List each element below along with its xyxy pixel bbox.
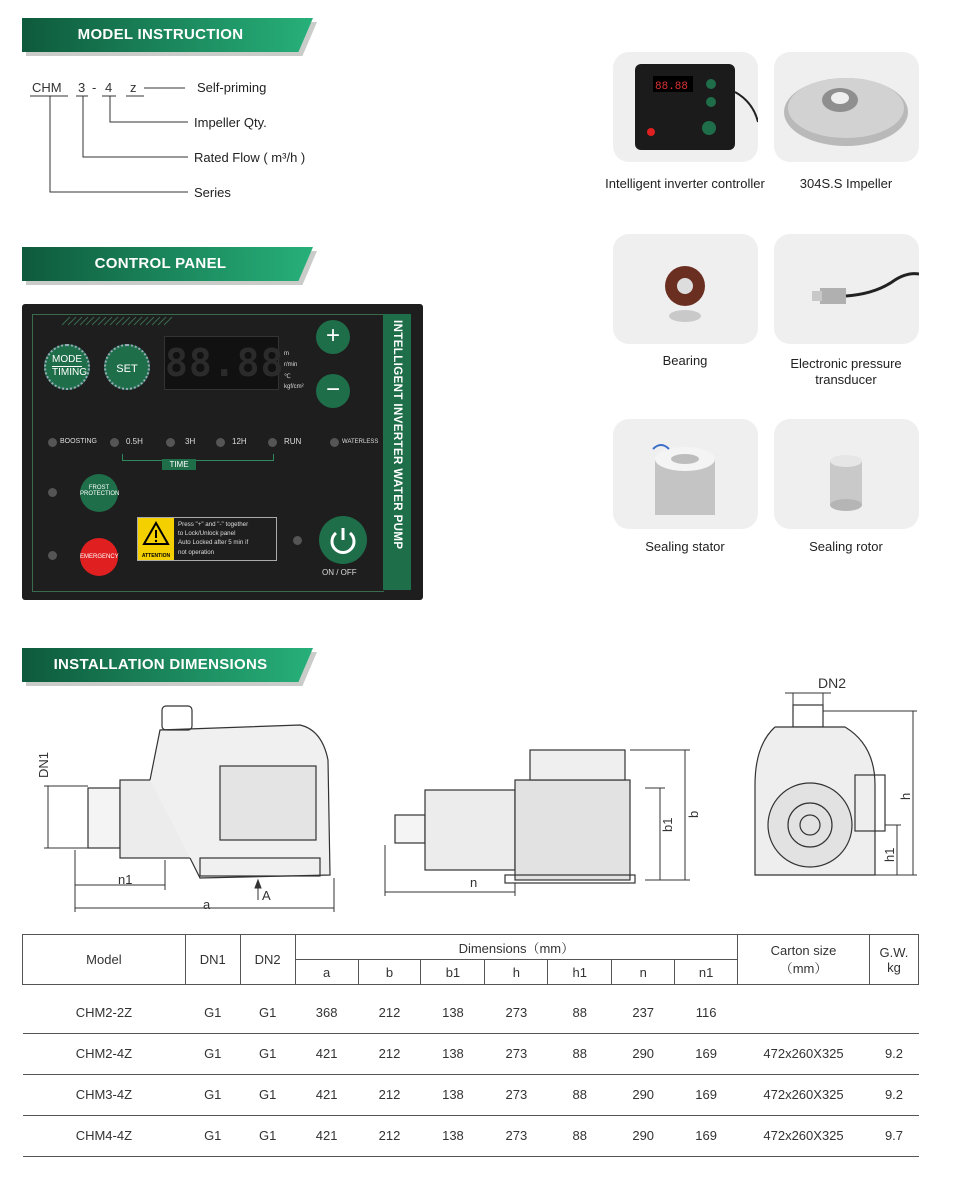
indicator-dot: [110, 438, 119, 447]
cell-h: 273: [485, 1074, 548, 1115]
emergency-button: EMERGENCY: [80, 538, 118, 576]
table-row: [23, 1074, 919, 1115]
header-carton: [738, 935, 870, 985]
minus-button: −: [316, 374, 350, 408]
section-title: MODEL INSTRUCTION: [77, 26, 244, 43]
indicator-0-5h: 0.5H: [126, 437, 143, 446]
indicator-dot: [216, 438, 225, 447]
dim-label-n1: n1: [118, 872, 133, 887]
notice-line: to Lock/Unlock panel: [178, 530, 236, 538]
header-dn2: DN2: [240, 935, 295, 985]
header-carton-line2: （mm）: [779, 960, 828, 976]
cell-model: CHM2-4Z: [23, 1033, 186, 1074]
cell-a: 421: [295, 1115, 358, 1156]
cell-h1: 88: [548, 1115, 612, 1156]
dim-label-dn1: DN1: [36, 751, 51, 778]
dim-label-b1: b1: [660, 817, 675, 832]
dim-label-dn2: DN2: [818, 675, 847, 691]
subheader-h1: h1: [548, 960, 612, 985]
code-dash: -: [92, 80, 97, 95]
code-priming: z: [130, 80, 137, 95]
cell-gw: 9.2: [869, 1074, 918, 1115]
dim-label-A: A: [262, 888, 271, 903]
cell-model: CHM2-2Z: [23, 993, 186, 1034]
set-button: SET: [104, 344, 150, 390]
warning-triangle-icon: [138, 518, 174, 548]
cell-dn1: G1: [185, 1074, 240, 1115]
panel-hatch-decoration: [62, 316, 182, 326]
caption-pressure-transducer: Electronic pressure transducer: [790, 356, 902, 387]
cell-carton: 472x260X325: [738, 1074, 870, 1115]
front-view-drawing: [375, 740, 705, 900]
unit-celsius: ℃: [284, 374, 291, 380]
cell-model: CHM4-4Z: [23, 1115, 186, 1156]
indicator-boosting: BOOSTING: [60, 438, 97, 445]
subheader-b1: b1: [421, 960, 485, 985]
cell-dn2: G1: [240, 1074, 295, 1115]
onoff-label: ON / OFF: [322, 568, 357, 577]
indicator-3h: 3H: [185, 437, 196, 446]
indicator-waterless: WATERLESS: [342, 439, 379, 445]
cell-b: 212: [358, 993, 421, 1034]
caption-bearing: Bearing: [662, 353, 708, 368]
cell-h: 273: [485, 993, 548, 1034]
indicator-12h: 12H: [232, 437, 247, 446]
time-label: TIME: [162, 459, 196, 470]
cell-h1: 88: [548, 993, 612, 1034]
cell-carton: 472x260X325: [738, 1115, 870, 1156]
cell-b1: 138: [421, 1115, 485, 1156]
cell-n1: 169: [675, 1074, 738, 1115]
side-title-bar: [383, 314, 411, 590]
cell-dn2: G1: [240, 1115, 295, 1156]
power-button: [319, 516, 367, 564]
cell-gw: 9.7: [869, 1115, 918, 1156]
side-view-drawing: [30, 700, 350, 920]
cell-dn1: G1: [185, 1033, 240, 1074]
subheader-b: b: [358, 960, 421, 985]
cell-a: 421: [295, 1074, 358, 1115]
cell-b1: 138: [421, 1033, 485, 1074]
cell-b: 212: [358, 1115, 421, 1156]
label-self-priming: Self-priming: [197, 80, 267, 95]
cell-b1: 138: [421, 993, 485, 1034]
product-image-bearing: [613, 234, 758, 344]
warning-block: [138, 518, 174, 560]
attention-label: ATTENTION: [141, 553, 171, 559]
frost-protection-button: [80, 474, 118, 512]
cell-h: 273: [485, 1115, 548, 1156]
label-rated-flow: Rated Flow ( m³/h ): [194, 150, 306, 165]
unit-m: m: [284, 351, 289, 357]
cell-model: CHM3-4Z: [23, 1074, 186, 1115]
notice-text: [178, 520, 248, 557]
cell-carton: 472x260X325: [738, 1033, 870, 1074]
subheader-n1: n1: [675, 960, 738, 985]
cell-h: 273: [485, 1033, 548, 1074]
code-flow: 3: [78, 80, 86, 95]
dim-label-a: a: [203, 897, 211, 912]
cell-n: 290: [612, 1115, 675, 1156]
unit-rmin: r/min: [284, 362, 298, 368]
label-impeller-qty: Impeller Qty.: [194, 115, 267, 130]
protection-label: PROTECTION: [80, 491, 120, 497]
table-row: [23, 993, 919, 1034]
section-banner-installation-dimensions: [22, 648, 313, 682]
cell-h1: 88: [548, 1074, 612, 1115]
caption-sealing-rotor: Sealing rotor: [809, 539, 883, 554]
cell-n1: 116: [675, 993, 738, 1034]
cell-gw: [869, 993, 918, 1034]
indicator-dot: [48, 488, 57, 497]
cell-a: 368: [295, 993, 358, 1034]
section-title: INSTALLATION DIMENSIONS: [53, 656, 268, 673]
caption-impeller: 304S.S Impeller: [799, 176, 893, 191]
svg-text:88.88: 88.88: [655, 81, 689, 93]
unit-kgf: kgf/cm²: [284, 384, 304, 390]
header-gw-line1: G.W.: [879, 944, 909, 960]
indicator-dot: [166, 438, 175, 447]
time-bracket: [122, 454, 274, 461]
caption-sealing-stator: Sealing stator: [645, 539, 725, 554]
indicator-dot: [48, 438, 57, 447]
plus-button: +: [316, 320, 350, 354]
led-digits: 88.88: [165, 341, 285, 385]
dim-label-b: b: [686, 810, 701, 818]
frost-label: FROST: [88, 485, 110, 491]
table-row: [23, 1033, 919, 1074]
dim-label-n: n: [470, 875, 478, 890]
cell-h1: 88: [548, 1033, 612, 1074]
product-image-impeller: [774, 52, 919, 162]
cell-dn2: G1: [240, 993, 295, 1034]
header-gw: [869, 935, 918, 985]
cell-n: 237: [612, 993, 675, 1034]
cell-dn1: G1: [185, 993, 240, 1034]
product-image-sealing-rotor: [774, 419, 919, 529]
cell-dn1: G1: [185, 1115, 240, 1156]
notice-line: Press "+" and "-" together: [178, 521, 249, 528]
header-model: Model: [23, 935, 186, 985]
cell-n: 290: [612, 1033, 675, 1074]
model-code-leader-lines: [0, 0, 300, 210]
subheader-h: h: [485, 960, 548, 985]
code-impeller: 4: [105, 80, 113, 95]
cell-gw: 9.2: [869, 1033, 918, 1074]
cell-b1: 138: [421, 1074, 485, 1115]
indicator-run: RUN: [284, 437, 302, 446]
subheader-n: n: [612, 960, 675, 985]
cell-n1: 169: [675, 1033, 738, 1074]
power-icon: [319, 516, 367, 564]
notice-line: Auto Locked after 5 min if: [178, 539, 249, 547]
dim-label-h: h: [898, 792, 913, 800]
label-series: Series: [194, 185, 231, 200]
table-row: [23, 1115, 919, 1156]
cell-dn2: G1: [240, 1033, 295, 1074]
table-header-row: [23, 935, 919, 960]
control-panel-image: [22, 304, 423, 600]
cell-carton: [738, 993, 870, 1034]
notice-line: not operation: [178, 548, 215, 556]
indicator-dot: [48, 551, 57, 560]
cell-n: 290: [612, 1074, 675, 1115]
dimensions-table: [22, 934, 919, 1157]
section-banner-control-panel: [22, 247, 313, 281]
code-series: CHM: [32, 80, 62, 95]
timing-label: TIMING: [52, 367, 87, 378]
cell-b: 212: [358, 1074, 421, 1115]
cell-b: 212: [358, 1033, 421, 1074]
cell-n1: 169: [675, 1115, 738, 1156]
product-image-sealing-stator: [613, 419, 758, 529]
header-dn1: DN1: [185, 935, 240, 985]
product-image-pressure-transducer: [774, 234, 919, 344]
header-gw-line2: kg: [887, 959, 901, 975]
header-carton-line1: Carton size: [770, 942, 837, 958]
header-dimensions: Dimensions（mm）: [295, 935, 737, 960]
subheader-a: a: [295, 960, 358, 985]
dim-label-h1: h1: [882, 847, 897, 862]
caption-inverter-controller: Intelligent inverter controller: [605, 176, 765, 191]
indicator-dot: [330, 438, 339, 447]
cell-a: 421: [295, 1033, 358, 1074]
led-display: [164, 336, 285, 390]
side-title: INTELLIGENT INVERTER WATER PUMP: [391, 320, 403, 550]
product-image-inverter-controller: [613, 52, 758, 162]
mode-timing-button: [44, 344, 90, 390]
attention-notice: [137, 517, 277, 561]
indicator-dot: [268, 438, 277, 447]
section-title: CONTROL PANEL: [94, 255, 227, 272]
indicator-dot: [293, 536, 302, 545]
mode-label: MODE: [52, 354, 82, 365]
